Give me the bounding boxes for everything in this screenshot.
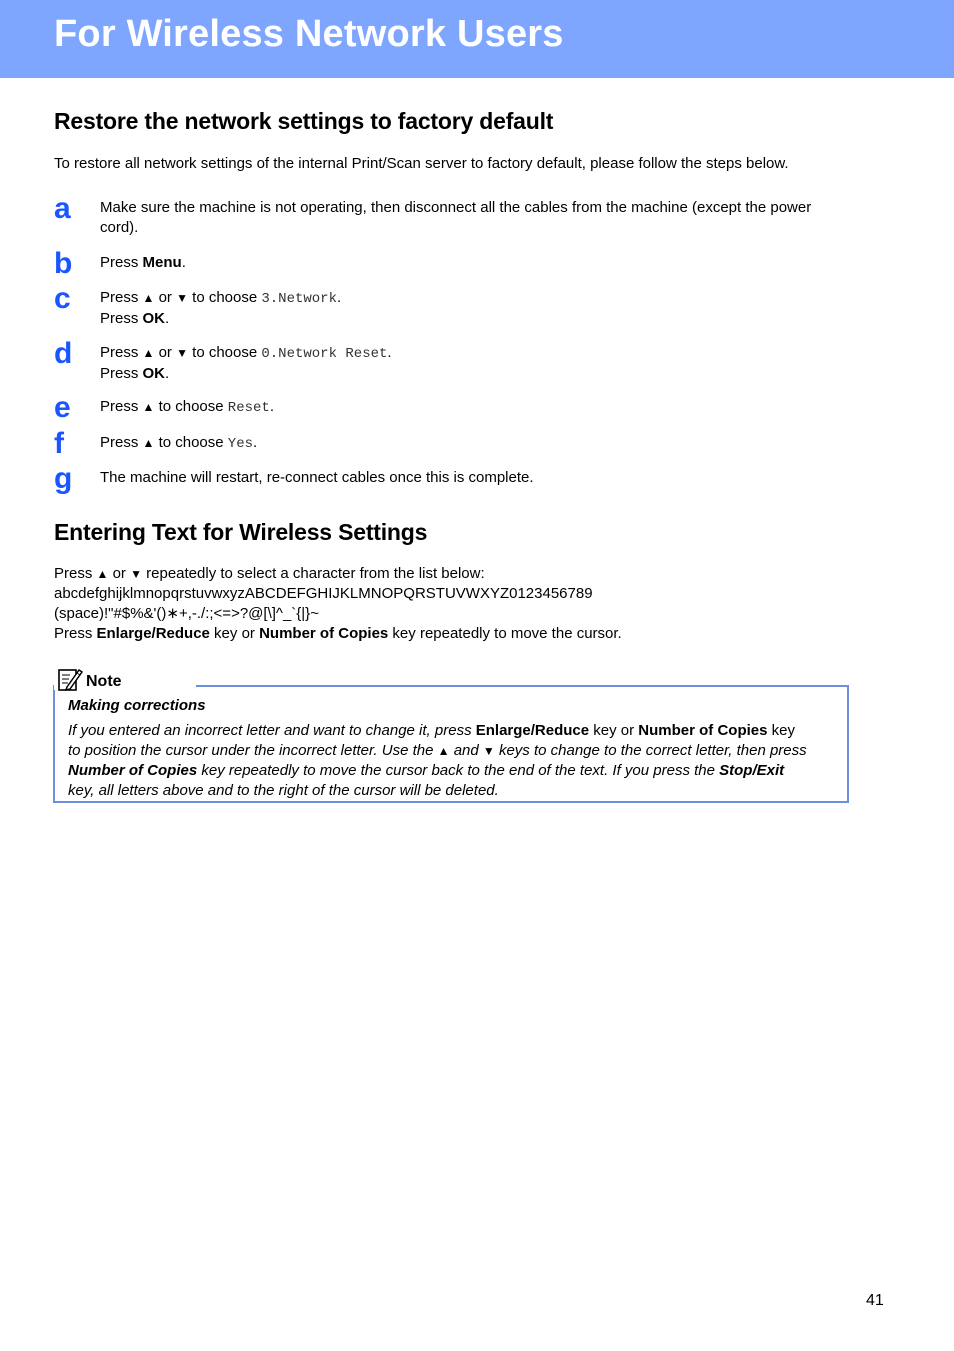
key-name: Enlarge/Reduce [475, 722, 590, 739]
text-end: . [165, 365, 170, 382]
text-press: Press [100, 310, 143, 327]
text-to-choose: to choose [154, 398, 228, 415]
text: key or [589, 722, 639, 739]
text-line [54, 624, 914, 644]
page-number: 41 [866, 1292, 884, 1309]
text-end: . [387, 344, 392, 361]
header-banner [0, 0, 954, 78]
step-text [100, 253, 850, 273]
step-letter: a [54, 192, 71, 225]
note-line: key, all letters above and to the right of the cursor will be deleted. [68, 781, 499, 799]
step-letter: d [54, 337, 73, 370]
text-press: Press [100, 289, 143, 306]
text-press: Press [100, 344, 143, 361]
step-letter: g [54, 462, 73, 495]
text: key repeatedly to move the cursor back to the end of the text. If you press the [197, 762, 720, 779]
text: and [449, 741, 483, 759]
step-letter: e [54, 391, 71, 424]
note-line [68, 741, 838, 762]
key-name: Number of Copies [638, 722, 768, 739]
text-or: or [154, 289, 177, 306]
text-press: Press [100, 365, 143, 382]
up-arrow-icon: ▲ [142, 291, 155, 305]
text-to-choose: to choose [187, 289, 262, 306]
page-title: For Wireless Network Users [54, 13, 564, 55]
step-body [100, 198, 850, 238]
note-heading: Making corrections [68, 697, 206, 714]
text-press: Press [100, 434, 143, 451]
step-text [100, 343, 850, 364]
text-end: . [337, 289, 342, 306]
key-name: OK [142, 310, 166, 327]
down-arrow-icon: ▼ [482, 743, 495, 758]
character-list-letters: abcdefghijklmnopqrstuvwxyzABCDEFGHIJKLMNOPQRSTUVWXYZ0123456789 [54, 585, 593, 602]
step-body [100, 397, 850, 418]
text-or: key or [209, 625, 260, 642]
restore-intro: To restore all network settings of the internal Print/Scan server to factory default, please follow the steps below. [54, 155, 789, 172]
lcd-option: Reset [227, 400, 270, 416]
text-rest: repeatedly to select a character from the list below: [141, 565, 485, 582]
step-text [100, 397, 850, 418]
lcd-option: Yes [227, 436, 254, 452]
step-letter: c [54, 282, 71, 315]
text-end: . [269, 398, 274, 415]
step-letter: b [54, 247, 73, 280]
character-list-symbols: (space)!"#$%&'()∗+,-./:;<=>?@[\]^_`{|}~ [54, 605, 319, 622]
text-press: Press [54, 625, 97, 642]
lcd-option: 3.Network [261, 291, 337, 307]
lcd-option: 0.Network Reset [261, 346, 388, 362]
text-press: Press [54, 565, 97, 582]
step-body [100, 253, 850, 273]
note-label: Note [86, 673, 122, 690]
step-text [100, 288, 850, 309]
step-text: The machine will restart, re-connect cables once this is complete. [100, 469, 534, 486]
text: If you entered an incorrect letter and want to change it, press [68, 722, 476, 739]
up-arrow-icon: ▲ [142, 346, 155, 360]
up-arrow-icon: ▲ [437, 743, 450, 758]
text-to-choose: to choose [154, 434, 228, 451]
up-arrow-icon: ▲ [142, 400, 155, 414]
down-arrow-icon: ▼ [176, 346, 188, 360]
step-text: Make sure the machine is not operating, then disconnect all the cables from the machine (except the power [100, 199, 812, 216]
key-name: Stop/Exit [719, 762, 785, 779]
text-line [54, 564, 914, 584]
step-body [100, 433, 850, 454]
text: to position the cursor under the incorrect letter. Use the [68, 741, 438, 759]
text: key [767, 722, 795, 739]
text-or: or [154, 344, 177, 361]
text-press: Press [100, 398, 143, 415]
note-line [68, 721, 838, 741]
step-text [100, 433, 850, 454]
note-body [68, 721, 838, 800]
text-or: or [108, 565, 131, 582]
step-text [100, 364, 850, 384]
text-end: . [165, 310, 170, 327]
text-press: Press [100, 254, 143, 271]
down-arrow-icon: ▼ [130, 567, 142, 581]
step-text [100, 309, 850, 329]
up-arrow-icon: ▲ [142, 436, 155, 450]
key-name: Menu [142, 254, 182, 271]
key-name: Number of Copies [68, 762, 198, 779]
step-body [100, 288, 850, 329]
text: keys to change to the correct letter, then press [494, 741, 807, 759]
key-name: OK [142, 365, 166, 382]
step-text: cord). [100, 219, 139, 236]
step-body [100, 468, 850, 488]
down-arrow-icon: ▼ [176, 291, 188, 305]
up-arrow-icon: ▲ [96, 567, 109, 581]
section-title-restore: Restore the network settings to factory default [54, 108, 554, 134]
key-name: Number of Copies [259, 625, 389, 642]
key-name: Enlarge/Reduce [96, 625, 210, 642]
text-rest: key repeatedly to move the cursor. [388, 625, 622, 642]
note-pencil-icon [57, 667, 83, 693]
section-title-entering-text: Entering Text for Wireless Settings [54, 519, 428, 545]
text-end: . [253, 434, 258, 451]
note-line [68, 761, 838, 781]
entering-text-body [54, 564, 914, 644]
text-to-choose: to choose [187, 344, 262, 361]
text-end: . [181, 254, 186, 271]
step-body [100, 343, 850, 384]
step-letter: f [54, 427, 64, 460]
